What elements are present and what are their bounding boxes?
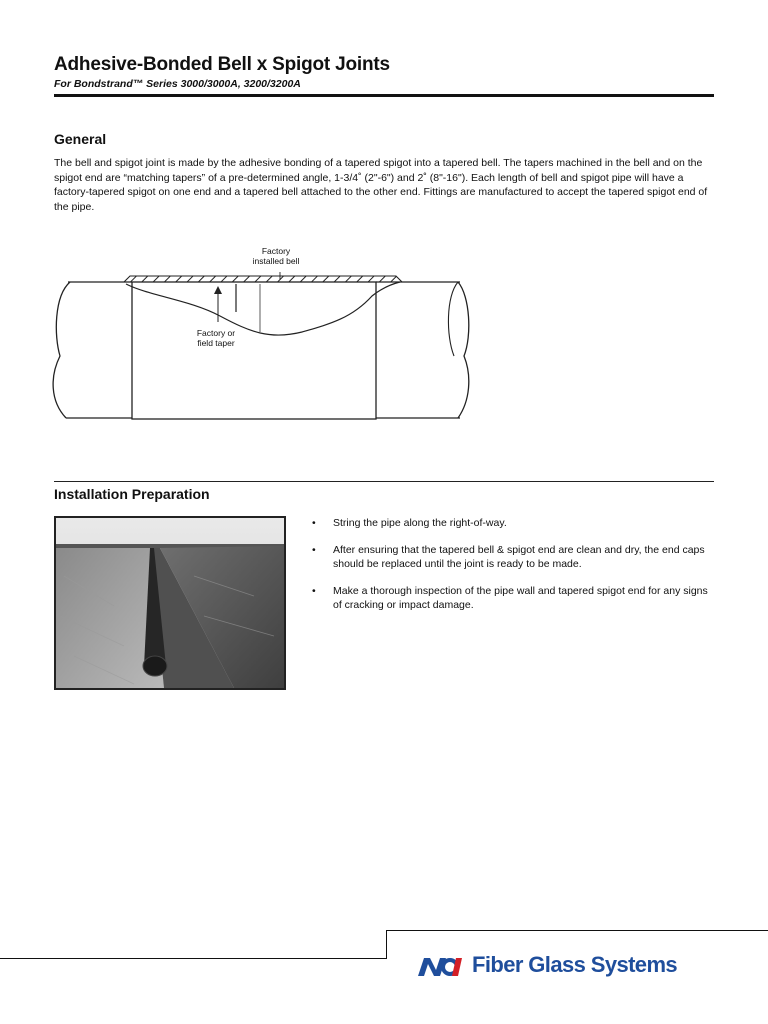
taper-label-line2: field taper [197, 338, 235, 348]
bullet-glyph: • [312, 544, 316, 556]
bullet-text: String the pipe along the right-of-way. [333, 517, 507, 529]
joint-illustration [40, 236, 480, 436]
bell-label-line2: installed bell [252, 256, 300, 266]
header-rule [54, 94, 714, 97]
trench-photo-illustration [54, 516, 286, 690]
bullet-text: After ensuring that the tapered bell & spigot end are clean and dry, the end caps should be replaced until the joint is ready to be made. [333, 544, 705, 570]
pipe-trench-photo [54, 516, 286, 690]
bell-spigot-diagram [40, 236, 480, 436]
list-item [312, 543, 716, 571]
page-title: Adhesive-Bonded Bell x Spigot Joints [54, 54, 390, 75]
bullet-glyph: • [312, 517, 316, 529]
general-paragraph: The bell and spigot joint is made by the adhesive bonding of a tapered spigot into a tapered bell. The tapers machined in the bell and on the spigot end are “matching tapers” of a pre-determined angle, 1-3/4˚ (2"-6") and 2˚ (8"-16"). Each length of bell and spigot pipe will have a factory-tapered spigot on one end and a tapered bell attached to the other end. Fittings are manufactured to accept the tapered spigot end of the pipe. [54, 157, 708, 213]
installation-heading: Installation Preparation [54, 486, 210, 502]
installation-bullets [312, 516, 716, 625]
footer-rule-right [386, 930, 768, 931]
brand-name: Fiber Glass Systems [472, 952, 678, 977]
page-subtitle: For Bondstrand™ Series 3000/3000A, 3200/3200A [54, 78, 301, 90]
footer-rule-step [386, 930, 387, 959]
bullet-text: Make a thorough inspection of the pipe wall and tapered spigot end for any signs of cracking or impact damage. [333, 585, 708, 611]
general-heading: General [54, 131, 107, 147]
nov-logo-icon [416, 956, 466, 978]
list-item [312, 584, 716, 612]
nov-logo-svg [416, 956, 466, 978]
bullet-glyph: • [312, 585, 316, 597]
bell-label [226, 246, 326, 266]
bell-label-line1: Factory [261, 246, 291, 256]
section-rule [54, 481, 714, 482]
footer-rule-left [0, 958, 386, 959]
taper-label [180, 328, 252, 348]
taper-label-line1: Factory or [196, 328, 236, 338]
list-item [312, 516, 716, 530]
